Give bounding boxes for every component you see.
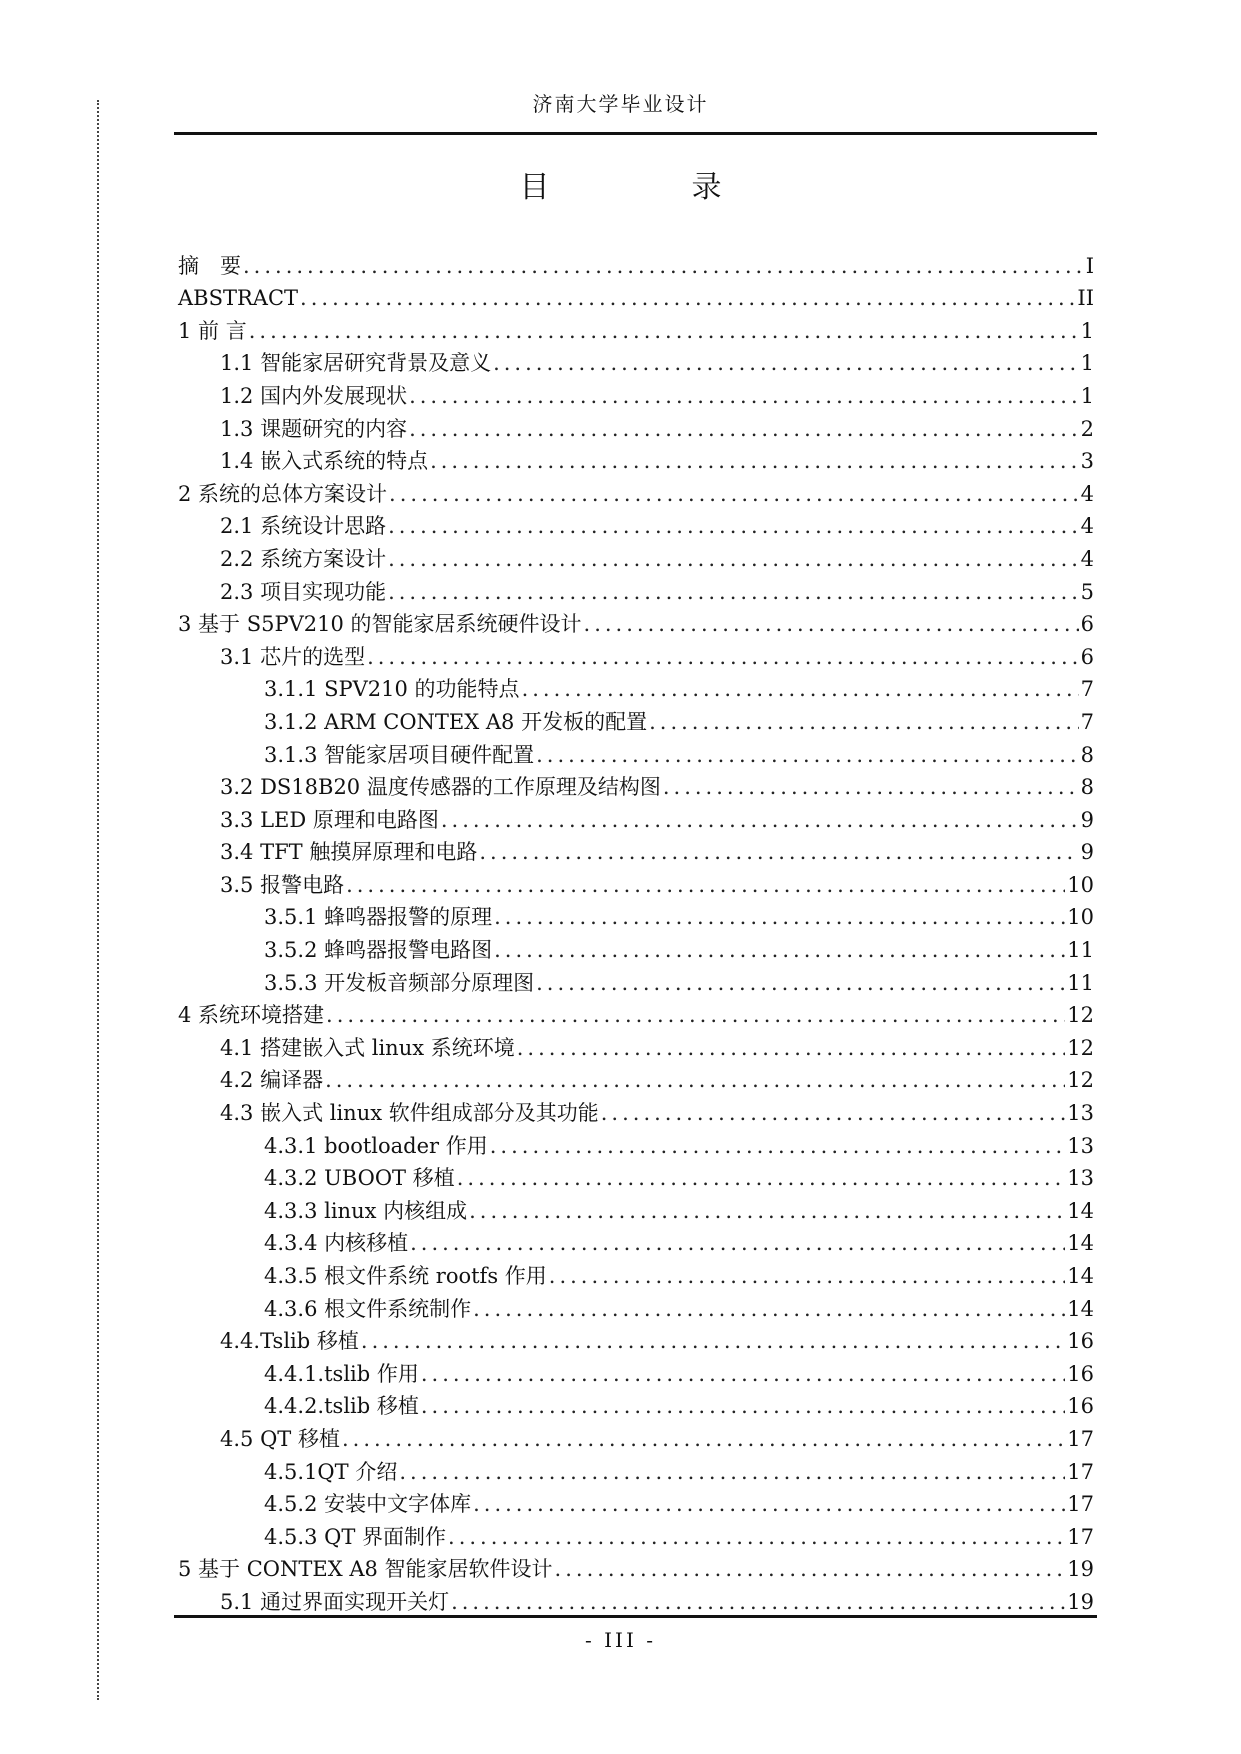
toc-entry-page: 13 [1067,1101,1094,1126]
toc-entry-page: 8 [1080,775,1094,800]
toc-entry-page: 7 [1080,709,1094,734]
toc-entry-page: 13 [1067,1133,1094,1158]
toc-entry-label: 3.3 LED 原理和电路图 [220,807,439,832]
toc-entry[interactable] [178,638,1094,671]
toc-entry-page: 10 [1067,905,1094,930]
toc-entry[interactable] [178,703,1094,736]
toc-entry[interactable] [178,377,1094,410]
toc-entry[interactable] [178,1257,1094,1290]
toc-dot-leader [410,1229,1065,1257]
toc-dot-leader [249,317,1079,345]
toc-entry[interactable] [178,280,1094,313]
toc-entry-page: 4 [1080,546,1094,571]
toc-entry-page: 10 [1067,872,1094,897]
toc-entry-label: 3.5.3 开发板音频部分原理图 [264,970,535,995]
toc-dot-leader [430,447,1079,475]
toc-entry[interactable] [178,1355,1094,1388]
toc-entry-page: 8 [1080,742,1094,767]
toc-entry-label: 3.1.3 智能家居项目硬件配置 [264,742,535,767]
toc-dot-leader [469,1197,1065,1225]
toc-entry-page: II [1077,286,1094,311]
toc-entry-label: 3.2 DS18B20 温度传感器的工作原理及结构图 [220,775,661,800]
toc-entry-label: 4 系统环境搭建 [178,1003,325,1028]
toc-dot-leader [549,1262,1065,1290]
toc-entry[interactable] [178,997,1094,1030]
toc-dot-leader [494,936,1065,964]
toc-entry-label: 3.1 芯片的选型 [220,644,366,669]
toc-dot-leader [536,741,1079,769]
toc-entry[interactable] [178,964,1094,997]
toc-entry-label: 1.4 嵌入式系统的特点 [220,449,429,474]
toc-entry-page: 14 [1067,1296,1094,1321]
toc-entry-page: 1 [1080,383,1094,408]
toc-entry-page: 5 [1080,579,1094,604]
toc-dot-leader [441,806,1079,834]
toc-entry[interactable] [178,1225,1094,1258]
toc-entry-label: 4.2 编译器 [220,1068,324,1093]
toc-dot-leader [367,643,1079,671]
toc-entry[interactable] [178,736,1094,769]
toc-entry-label: 3.4 TFT 触摸屏原理和电路 [220,840,478,865]
toc-dot-leader [421,1360,1065,1388]
toc-dot-leader [448,1523,1065,1551]
toc-entry-label: 2.2 系统方案设计 [220,546,387,571]
toc-entry[interactable] [178,508,1094,541]
toc-entry-page: 17 [1067,1459,1094,1484]
toc-dot-leader [361,1327,1065,1355]
toc-entry[interactable] [178,247,1094,280]
toc-dot-leader [388,512,1079,540]
toc-entry-label: 4.4.Tslib 移植 [220,1329,359,1354]
toc-dot-leader [389,480,1079,508]
page-number: - III - [585,1628,656,1652]
toc-entry[interactable] [178,866,1094,899]
toc-entry-page: 17 [1067,1524,1094,1549]
toc-entry-label: 5.1 通过界面实现开关灯 [220,1589,450,1614]
toc-entry[interactable] [178,1388,1094,1421]
toc-dot-leader [409,382,1079,410]
toc-entry-page: 1 [1080,318,1094,343]
toc-dot-leader [490,1132,1066,1160]
toc-dot-leader [243,252,1084,280]
toc-entry[interactable] [178,540,1094,573]
toc-entry-page: 2 [1080,416,1094,441]
table-of-contents [178,247,1094,1616]
toc-entry[interactable] [178,1290,1094,1323]
toc-dot-leader [473,1490,1065,1518]
toc-entry-page: 9 [1080,807,1094,832]
toc-entry-page: 11 [1067,970,1094,995]
toc-entry-label: 3.5.2 蜂鸣器报警电路图 [264,938,493,963]
toc-dot-leader [388,578,1079,606]
toc-entry[interactable] [178,899,1094,932]
toc-entry[interactable] [178,1518,1094,1551]
toc-entry-page: 12 [1067,1068,1094,1093]
toc-entry-label: 2.3 项目实现功能 [220,579,387,604]
toc-entry-page: 6 [1080,612,1094,637]
toc-dot-leader [409,415,1079,443]
toc-dot-leader [522,675,1079,703]
toc-entry-page: 14 [1067,1198,1094,1223]
toc-entry-label: 4.5.3 QT 界面制作 [264,1524,447,1549]
toc-entry[interactable] [178,1062,1094,1095]
toc-entry-label: 3.5 报警电路 [220,872,345,897]
toc-entry-page: 4 [1080,481,1094,506]
toc-entry-page: 17 [1067,1426,1094,1451]
toc-entry[interactable] [178,1453,1094,1486]
toc-entry-page: 3 [1080,449,1094,474]
toc-entry-label: 1.3 课题研究的内容 [220,416,408,441]
toc-entry-page: 17 [1067,1492,1094,1517]
toc-entry-page: 1 [1080,351,1094,376]
toc-entry-label: 1.1 智能家居研究背景及意义 [220,351,492,376]
toc-entry-page: 13 [1067,1166,1094,1191]
toc-dot-leader [536,969,1065,997]
toc-dot-leader [300,284,1075,312]
toc-entry-label: 4.5 QT 移植 [220,1426,340,1451]
toc-entry-page: 14 [1067,1231,1094,1256]
toc-entry[interactable] [178,801,1094,834]
toc-entry[interactable] [178,769,1094,802]
toc-entry-page: 16 [1067,1394,1094,1419]
toc-entry-page: 12 [1067,1003,1094,1028]
toc-dot-leader [325,1066,1065,1094]
toc-entry-label: 4.5.1QT 介绍 [264,1459,398,1484]
toc-entry-page: 6 [1080,644,1094,669]
toc-entry-label: 4.1 搭建嵌入式 linux 系统环境 [220,1035,515,1060]
toc-entry-label: 4.3.1 bootloader 作用 [264,1133,488,1158]
header-divider [174,132,1097,135]
footer-divider [174,1615,1097,1618]
toc-entry-page: 7 [1080,677,1094,702]
toc-entry-page: 16 [1067,1329,1094,1354]
toc-entry[interactable] [178,1127,1094,1160]
toc-entry-label: 4.3.5 根文件系统 rootfs 作用 [264,1264,547,1288]
toc-heading: 目 录 [519,170,778,205]
toc-dot-leader [584,610,1079,638]
toc-entry-label: 3 基于 S5PV210 的智能家居系统硬件设计 [178,612,582,637]
toc-entry[interactable] [178,671,1094,704]
toc-entry-label: 4.3.3 linux 内核组成 [264,1198,468,1223]
toc-entry[interactable] [178,606,1094,639]
toc-dot-leader [479,838,1078,866]
toc-entry-label: 3.5.1 蜂鸣器报警的原理 [264,905,493,930]
toc-dot-leader [388,545,1079,573]
toc-entry-page: I [1085,253,1094,278]
toc-entry-label: 4.5.2 安装中文字体库 [264,1492,472,1517]
toc-dot-leader [493,349,1079,377]
toc-entry-label: 1.2 国内外发展现状 [220,383,408,408]
toc-dot-leader [601,1099,1066,1127]
toc-entry-label: 4.3 嵌入式 linux 软件组成部分及其功能 [220,1101,599,1126]
toc-entry[interactable] [178,410,1094,443]
toc-dot-leader [473,1295,1065,1323]
toc-entry-page: 11 [1067,938,1094,963]
toc-entry-label: ABSTRACT [178,286,299,311]
toc-entry[interactable] [178,1420,1094,1453]
toc-entry-label: 摘 要 [178,253,241,278]
toc-entry[interactable] [178,1029,1094,1062]
toc-dot-leader [342,1425,1065,1453]
toc-dot-leader [326,1001,1065,1029]
toc-entry[interactable] [178,475,1094,508]
toc-entry[interactable] [178,1486,1094,1519]
toc-entry[interactable] [178,345,1094,378]
toc-entry-label: 2.1 系统设计思路 [220,514,387,539]
toc-entry-label: 3.1.2 ARM CONTEX A8 开发板的配置 [264,709,648,734]
toc-entry-page: 16 [1067,1361,1094,1386]
toc-dot-leader [649,708,1079,736]
toc-entry[interactable] [178,1551,1094,1584]
toc-entry-page: 19 [1067,1589,1094,1614]
toc-dot-leader [555,1555,1066,1583]
toc-entry-label: 2 系统的总体方案设计 [178,481,388,506]
toc-dot-leader [451,1588,1065,1616]
toc-entry-label: 4.4.1.tslib 作用 [264,1361,419,1386]
toc-dot-leader [346,871,1065,899]
toc-dot-leader [663,773,1079,801]
toc-entry-label: 4.3.4 内核移植 [264,1231,409,1256]
toc-entry-page: 4 [1080,514,1094,539]
toc-dot-leader [457,1164,1066,1192]
toc-entry[interactable] [178,1323,1094,1356]
toc-entry-page: 14 [1067,1264,1094,1288]
toc-entry-page: 12 [1067,1035,1094,1060]
toc-entry-page: 9 [1080,840,1094,865]
toc-entry[interactable] [178,573,1094,606]
toc-entry-label: 4.4.2.tslib 移植 [264,1394,419,1419]
toc-entry-label: 1 前 言 [178,318,247,343]
toc-entry-label: 4.3.6 根文件系统制作 [264,1296,472,1321]
toc-entry[interactable] [178,1160,1094,1193]
toc-dot-leader [517,1034,1066,1062]
toc-entry[interactable] [178,1094,1094,1127]
toc-entry-page: 19 [1067,1557,1094,1582]
toc-entry-label: 4.3.2 UBOOT 移植 [264,1166,455,1191]
toc-entry[interactable] [178,1583,1094,1616]
toc-entry[interactable] [178,312,1094,345]
toc-dot-leader [399,1458,1065,1486]
toc-entry[interactable] [178,931,1094,964]
page-header-title: 济南大学毕业设计 [532,92,709,116]
toc-entry[interactable] [178,834,1094,867]
binding-margin-line [97,100,99,1700]
toc-entry[interactable] [178,1192,1094,1225]
toc-entry[interactable] [178,443,1094,476]
toc-entry-label: 3.1.1 SPV210 的功能特点 [264,677,520,702]
toc-dot-leader [421,1392,1065,1420]
toc-dot-leader [494,903,1065,931]
toc-entry-label: 5 基于 CONTEX A8 智能家居软件设计 [178,1557,553,1582]
